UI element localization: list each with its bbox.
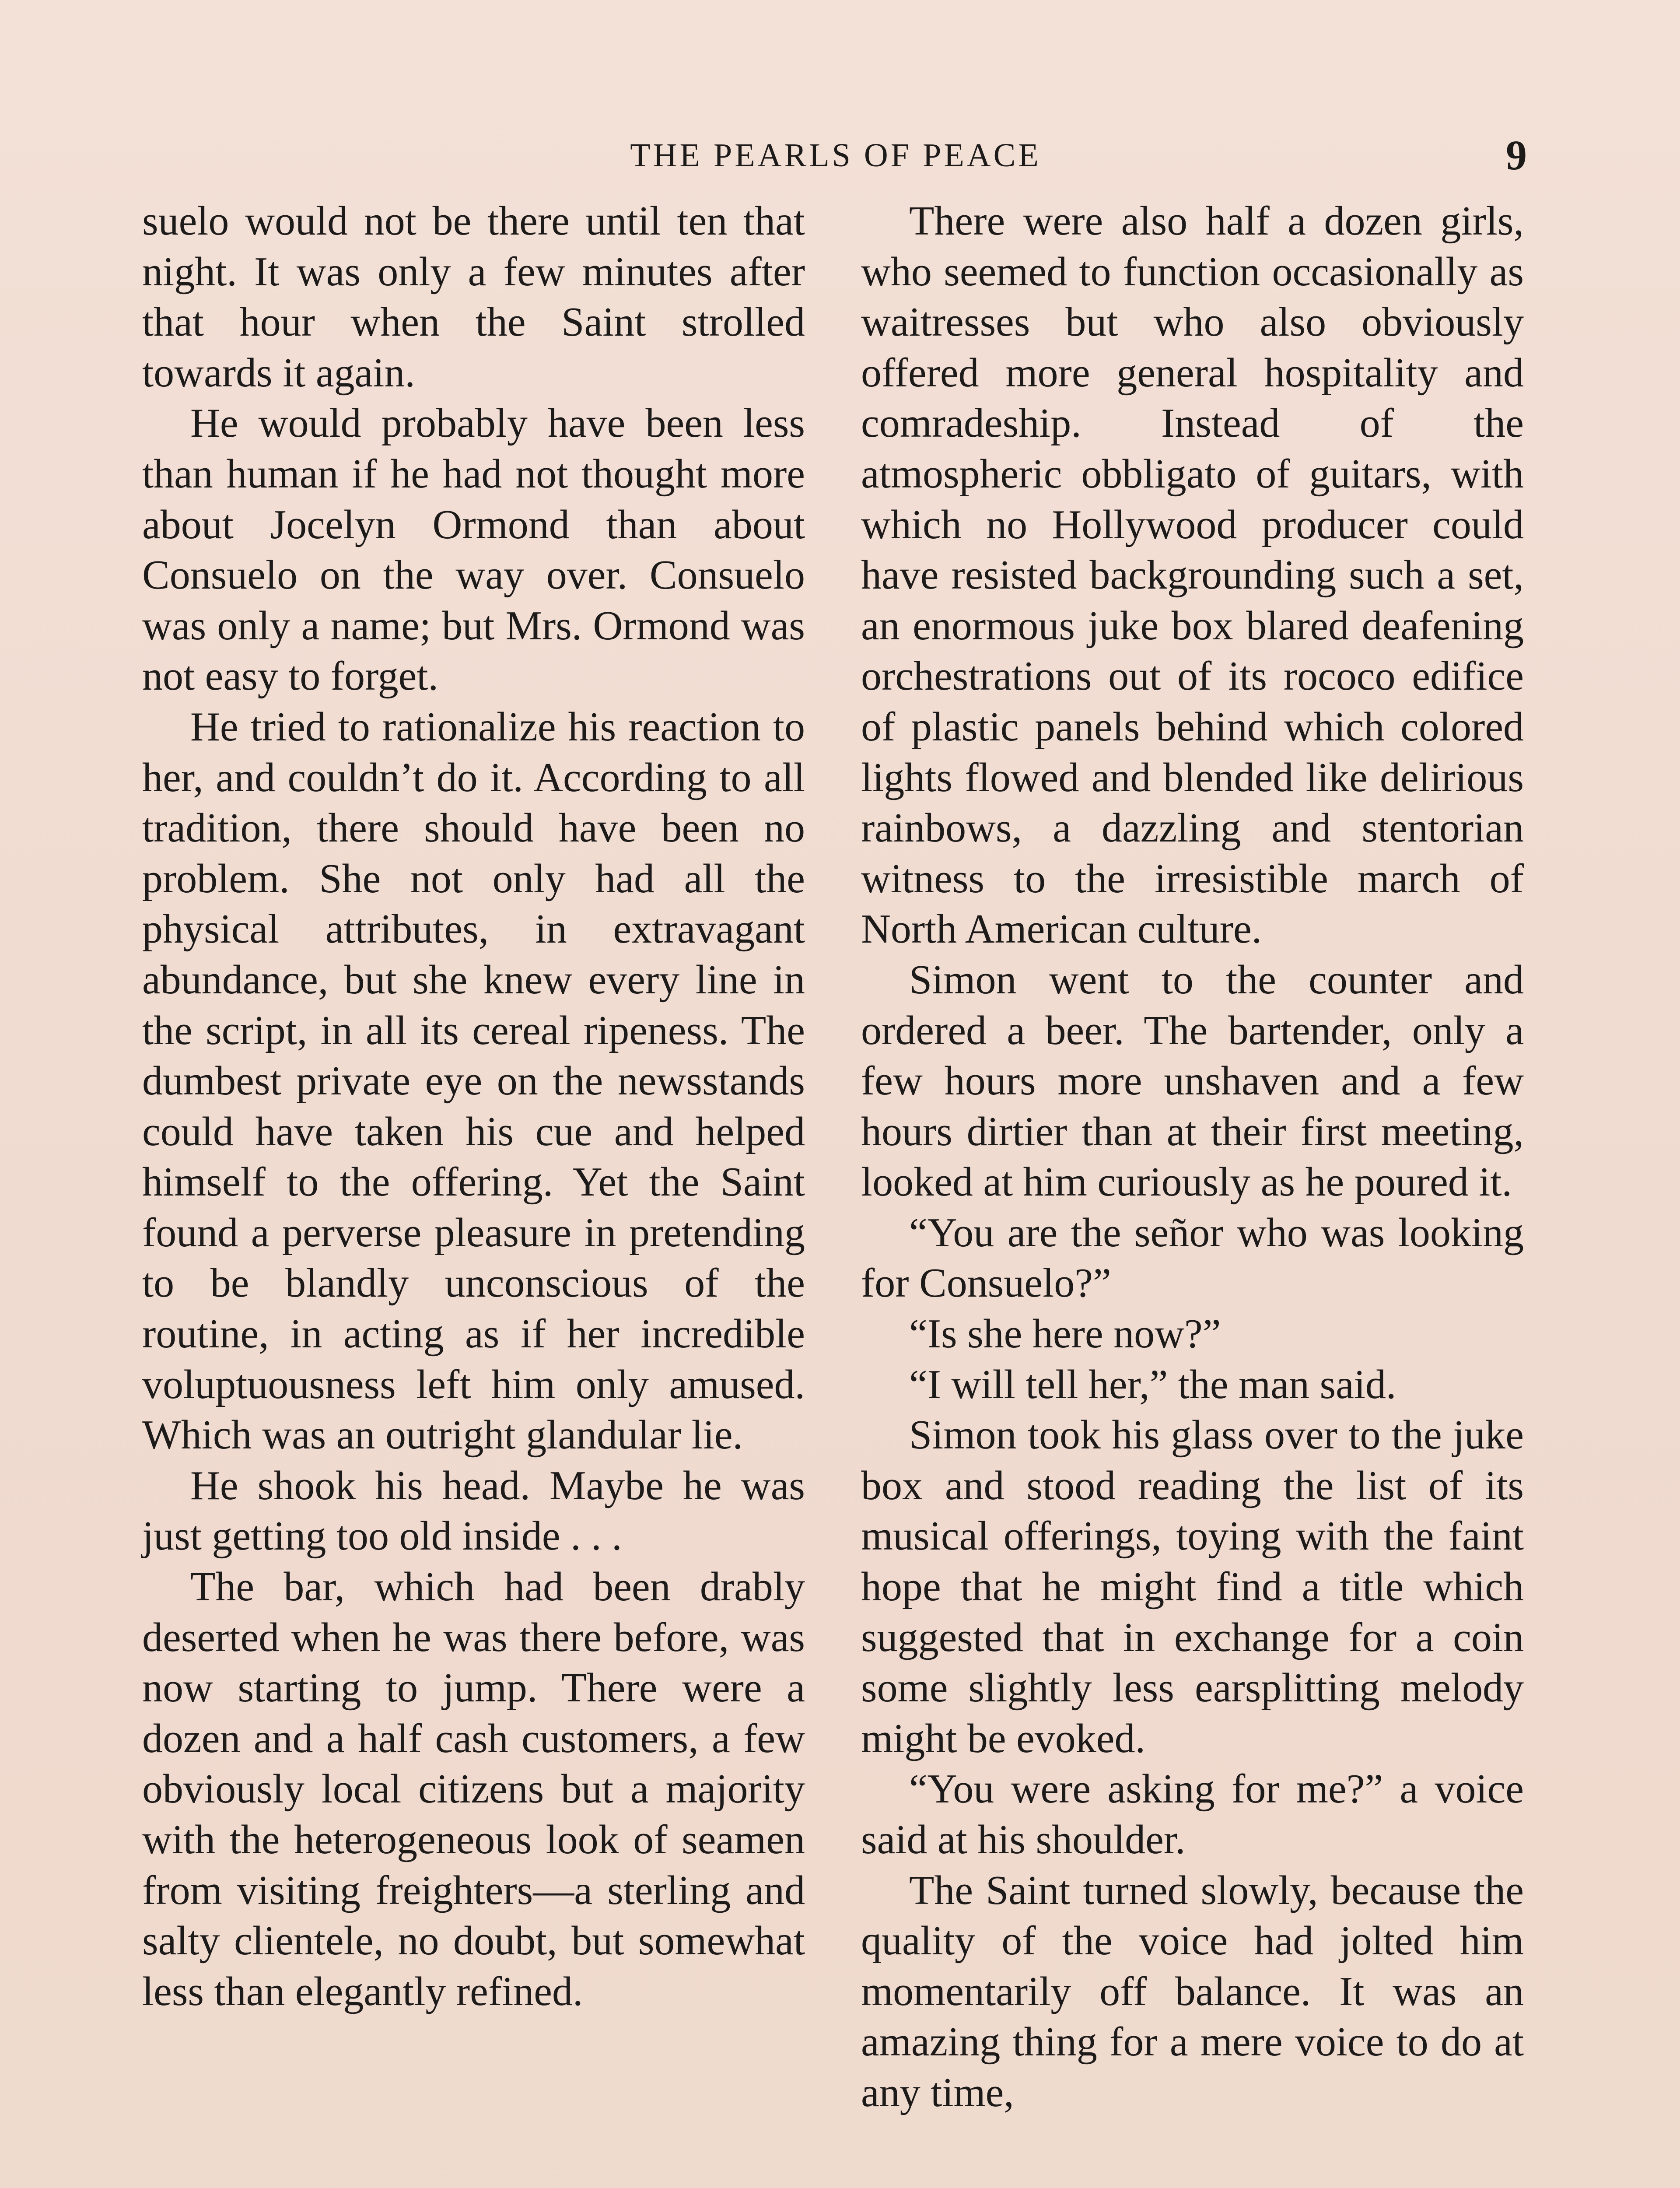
left-column: [142, 196, 805, 2017]
paragraph: There were also half a dozen girls, who seemed to function occasionally as waitresses but who also obviously offered more general hospitality and comradeship. Instead of the atmospheric obbligato of guitars, with which no Hollywood producer could have resisted backgrounding such a set, an enormous juke box blared deafening orchestrations out of its rococo edifice of plastic panels behind which colored lights flowed and blended like delirious rainbows, a dazzling and stentorian witness to the irresistible march of North American culture.: [861, 198, 1524, 952]
paragraph: He tried to rationalize his reaction to her, and couldn’t do it. According to all tradition, there should have been no problem. She not only had all the physical attributes, in extravagant abundance, but she knew every line in the script, in all its cereal ripeness. The dumbest private eye on the newsstands could have taken his cue and helped himself to the offering. Yet the Saint found a perverse pleasure in pretending to be blandly unconscious of the routine, in acting as if her incredible voluptuousness left him only amused. Which was an outright glandular lie.: [142, 704, 805, 1458]
paragraph: He shook his head. Maybe he was just getting too old inside . . .: [142, 1462, 805, 1559]
paragraph: Simon took his glass over to the juke box and stood reading the list of its musical offerings, toying with the faint hope that he might find a title which suggested that in exchange for a coin some slightly less earsplitting melody might be evoked.: [861, 1412, 1524, 1761]
paragraph: “You were asking for me?” a voice said at his shoulder.: [861, 1766, 1524, 1862]
running-head: [144, 131, 1527, 179]
right-column: [861, 196, 1524, 2118]
paragraph: Simon went to the counter and ordered a beer. The bartender, only a few hours more unshaven and a few hours dirtier than at their first meeting, looked at him curiously as he poured it.: [861, 957, 1524, 1205]
paragraph: “I will tell her,” the man said.: [909, 1361, 1396, 1407]
paragraph: suelo would not be there until ten that night. It was only a few minutes after that hour when the Saint strolled towards it again.: [142, 198, 805, 396]
paragraph: “Is she here now?”: [909, 1311, 1221, 1357]
paragraph: The Saint turned slowly, because the quality of the voice had jolted him momentarily off balance. It was an amazing thing for a mere voice to do at any time,: [861, 1867, 1524, 2115]
paragraph: “You are the señor who was looking for Consuelo?”: [861, 1210, 1524, 1306]
page-number: 9: [1506, 132, 1527, 179]
running-title: THE PEARLS OF PEACE: [630, 137, 1041, 174]
paragraph: The bar, which had been drably deserted when he was there before, was now starting to jump. There were a dozen and a half cash customers, a few obviously local citizens but a majority with the heterogeneous look of seamen from visiting freighters—a sterling and salty clientele, no doubt, but somewhat less than elegantly refined.: [142, 1564, 805, 2014]
paragraph: He would probably have been less than human if he had not thought more about Jocelyn Ormond than about Consuelo on the way over. Consuelo was only a name; but Mrs. Ormond was not easy to forget.: [142, 400, 805, 699]
